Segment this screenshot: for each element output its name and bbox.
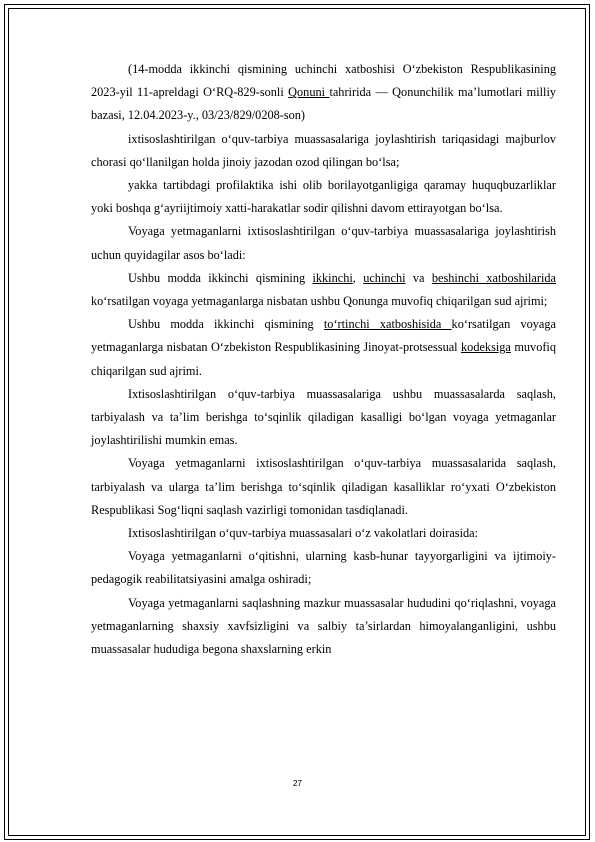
paragraph-3: yakka tartibdagi profilaktika ishi olib borilayotganligiga qaramay huquqbuzarliklar yoki boshqa g‘ayriijtimoiy xatti-harakatlar sodir qilishni davom ettirayotgan bo‘lsa. xyxy=(91,178,556,216)
paragraph-6: Ushbu modda ikkinchi qismining to‘rtinchi xatboshisida ko‘rsatilgan voyaga yetmaganlarga nisbatan O‘zbekiston Respublikasining Jinoyat-protsessual kodeksiga muvofiq chiqarilgan sud ajrimi. xyxy=(91,317,557,378)
link-ikkinchi[interactable]: ikkinchi xyxy=(312,270,353,285)
document-body xyxy=(91,58,556,661)
page-number: 27 xyxy=(293,779,302,788)
link-tortinchi-xatboshisida[interactable]: to‘rtinchi xatboshisida xyxy=(323,317,452,332)
paragraph-9: Ixtisoslashtirilgan o‘quv-tarbiya muassasalari o‘z vakolatlari doirasida: xyxy=(128,526,479,541)
paragraph-2: ixtisoslashtirilgan o‘quv-tarbiya muassasalariga joylashtirish tariqasidagi majburlov chorasi qo‘llanilgan holda jinoiy jazodan ozod qilingan bo‘lsa; xyxy=(91,131,556,169)
paragraph-4: Voyaga yetmaganlarni ixtisoslashtirilgan o‘quv-tarbiya muassasalariga joylashtirish uchun quyidagilar asos bo‘ladi: xyxy=(91,224,556,262)
paragraph-11: Voyaga yetmaganlarni saqlashning mazkur muassasalar hududini qo‘riqlashni, voyaga yetmaganlarning shaxsiy xavfsizligini va salbiy ta’sirlardan himoyalanganligini, ushbu muassasalar hududiga begona shaxslarning erkin xyxy=(91,595,556,657)
link-kodeksiga[interactable]: kodeksiga xyxy=(461,340,511,355)
paragraph-5: Ushbu modda ikkinchi qismining ikkinchi, uchinchi va beshinchi xatboshilarida ko‘rsatilgan voyaga yetmaganlarga nisbatan ushbu Qonunga muvofiq chiqarilgan sud ajrimi; xyxy=(91,270,556,309)
paragraph-1: (14-modda ikkinchi qismining uchinchi xatboshisi O‘zbekiston Respublikasining 2023-yil 11-apreldagi O‘RQ-829-sonli Qonuni tahririda — Qonunchilik ma’lumotlari milliy bazasi, 12.04.2023-y., 03/23/829/0208-son) xyxy=(91,62,557,123)
link-qonuni[interactable]: Qonuni xyxy=(288,85,330,100)
paragraph-7: Ixtisoslashtirilgan o‘quv-tarbiya muassasalariga ushbu muassasalarda saqlash, tarbiyalash va ta’lim berishga to‘sqinlik qiladigan kasalligi bo‘lgan voyaga yetmaganlar joylashtirilishi mumkin emas. xyxy=(91,386,556,448)
paragraph-8: Voyaga yetmaganlarni ixtisoslashtirilgan o‘quv-tarbiya muassasalarida saqlash, tarbiyalash va ularga ta’lim berishga to‘sqinlik qiladigan kasalliklar ro‘yxati O‘zbekiston Respublikasi Sog‘liqni saqlash vazirligi tomonidan tasdiqlanadi. xyxy=(91,456,556,517)
link-beshinchi-xatboshilarida[interactable]: beshinchi xatboshilarida xyxy=(431,270,556,285)
link-uchinchi[interactable]: uchinchi xyxy=(363,270,406,285)
paragraph-10: Voyaga yetmaganlarni o‘qitishni, ularning kasb-hunar tayyorgarligini va ijtimoiy-pedagogik reabilitatsiyasini amalga oshiradi; xyxy=(91,549,556,587)
